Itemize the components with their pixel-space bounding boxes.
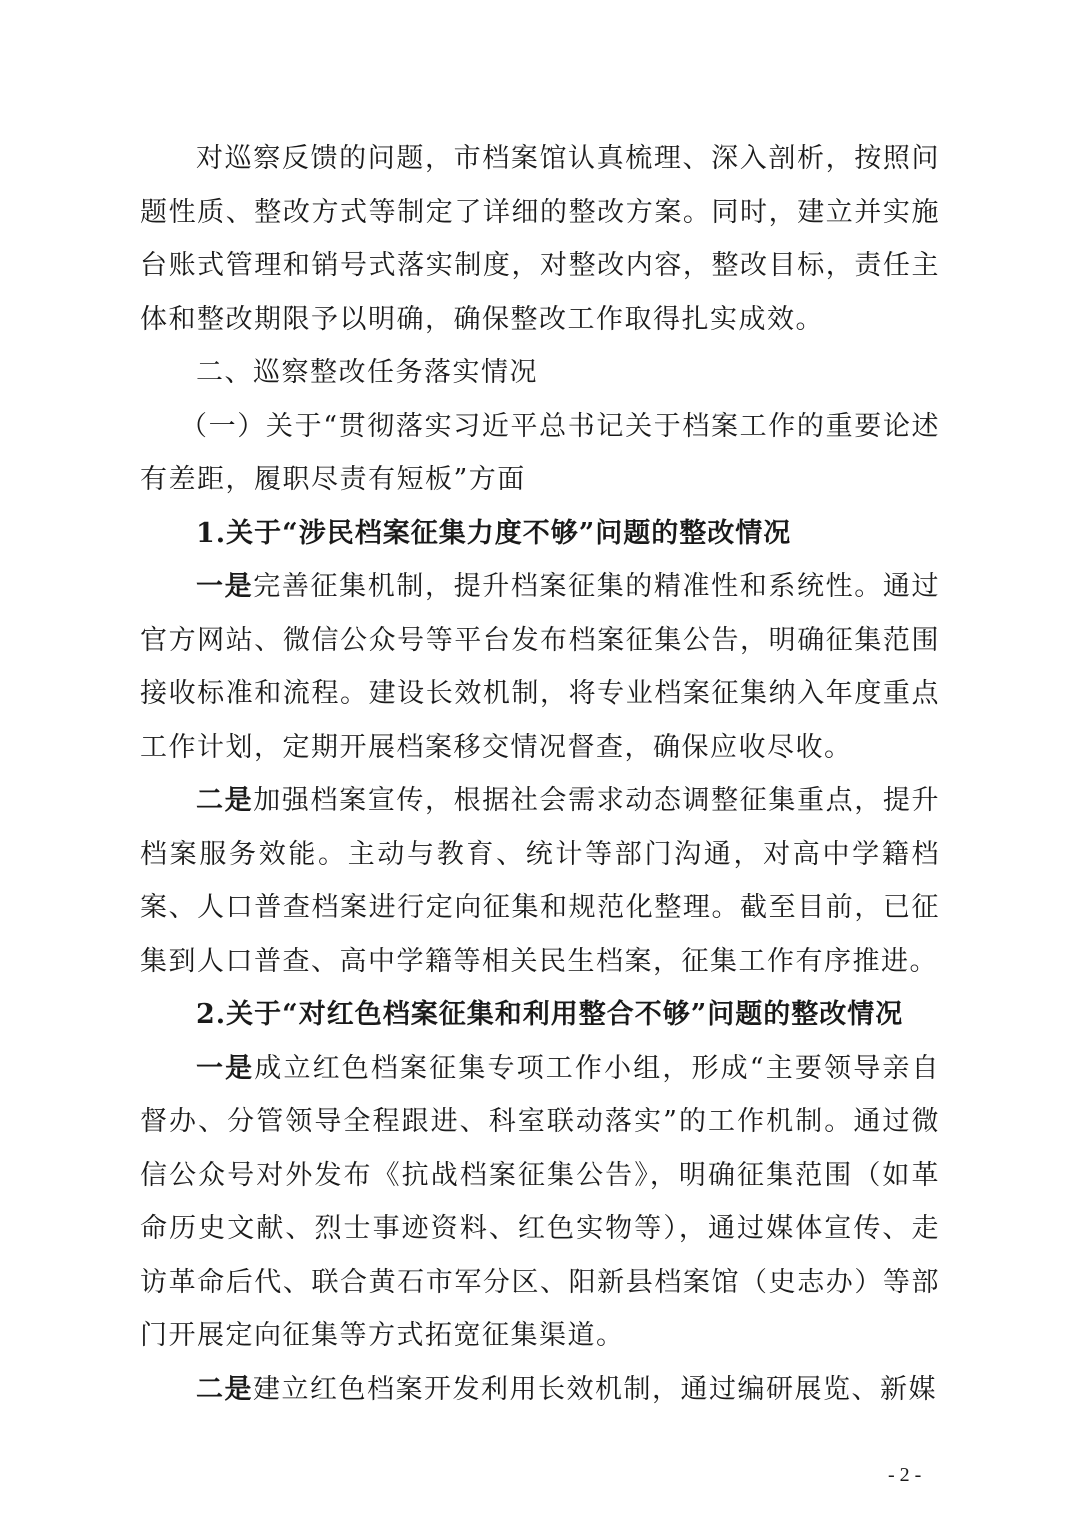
subsection-heading [140, 400, 940, 507]
item-heading-2 [140, 988, 940, 1042]
page-number: - 2 - [888, 1464, 922, 1486]
document-body [140, 132, 940, 1416]
paragraph-text: 加强档案宣传，根据社会需求动态调整征集重点，提升档案服务效能。主动与教育、统计等部门沟通，对高中学籍档案、人口普查档案进行定向征集和规范化整理。截至目前，已征集到人口普查、高中学籍等相关民生档案，征集工作有序推进。 [140, 785, 941, 977]
paragraph-text: 对巡察反馈的问题，市档案馆认真梳理、深入剖析，按照问题性质、整改方式等制定了详细的整改方案。同时，建立并实施台账式管理和销号式落实制度，对整改内容，整改目标，责任主体和整改期限予以明确，确保整改工作取得扎实成效。 [140, 143, 940, 335]
measure-paragraph [140, 1042, 940, 1363]
heading-text: 二、巡察整改任务落实情况 [196, 357, 538, 388]
measure-paragraph [140, 560, 940, 774]
section-heading [140, 346, 940, 400]
paragraph-text: 完善征集机制，提升档案征集的精准性和系统性。通过官方网站、微信公众号等平台发布档案征集公告，明确征集范围接收标准和流程。建设长效机制，将专业档案征集纳入年度重点工作计划，定期开展档案移交情况督查，确保应收尽收。 [140, 571, 941, 763]
measure-paragraph [140, 1363, 940, 1417]
paragraph-text: 成立红色档案征集专项工作小组，形成“主要领导亲自督办、分管领导全程跟进、科室联动落实”的工作机制。通过微信公众号对外发布《抗战档案征集公告》，明确征集范围（如革命历史文献、烈士事迹资料、红色实物等），通过媒体宣传、走访革命后代、联合黄石市军分区、阳新县档案馆（史志办）等部门开展定向征集等方式拓宽征集渠道。 [140, 1052, 940, 1351]
paragraph-text: 建立红色档案开发利用长效机制，通过编研展览、新媒 [253, 1373, 937, 1405]
subheading-text: （一）关于“贯彻落实习近平总书记关于档案工作的重要论述有差距，履职尽责有短板”方面 [140, 410, 940, 495]
measure-paragraph [140, 774, 940, 988]
paragraph-lead: 二是 [196, 785, 254, 816]
paragraph-lead: 二是 [196, 1373, 253, 1405]
intro-paragraph [140, 132, 940, 346]
item-heading-text: 2.关于“对红色档案征集和利用整合不够”问题的整改情况 [196, 999, 904, 1030]
paragraph-lead: 一是 [196, 571, 254, 602]
item-heading-text: 1.关于“涉民档案征集力度不够”问题的整改情况 [196, 517, 792, 549]
item-heading-1 [140, 507, 940, 561]
paragraph-lead: 一是 [196, 1052, 255, 1084]
